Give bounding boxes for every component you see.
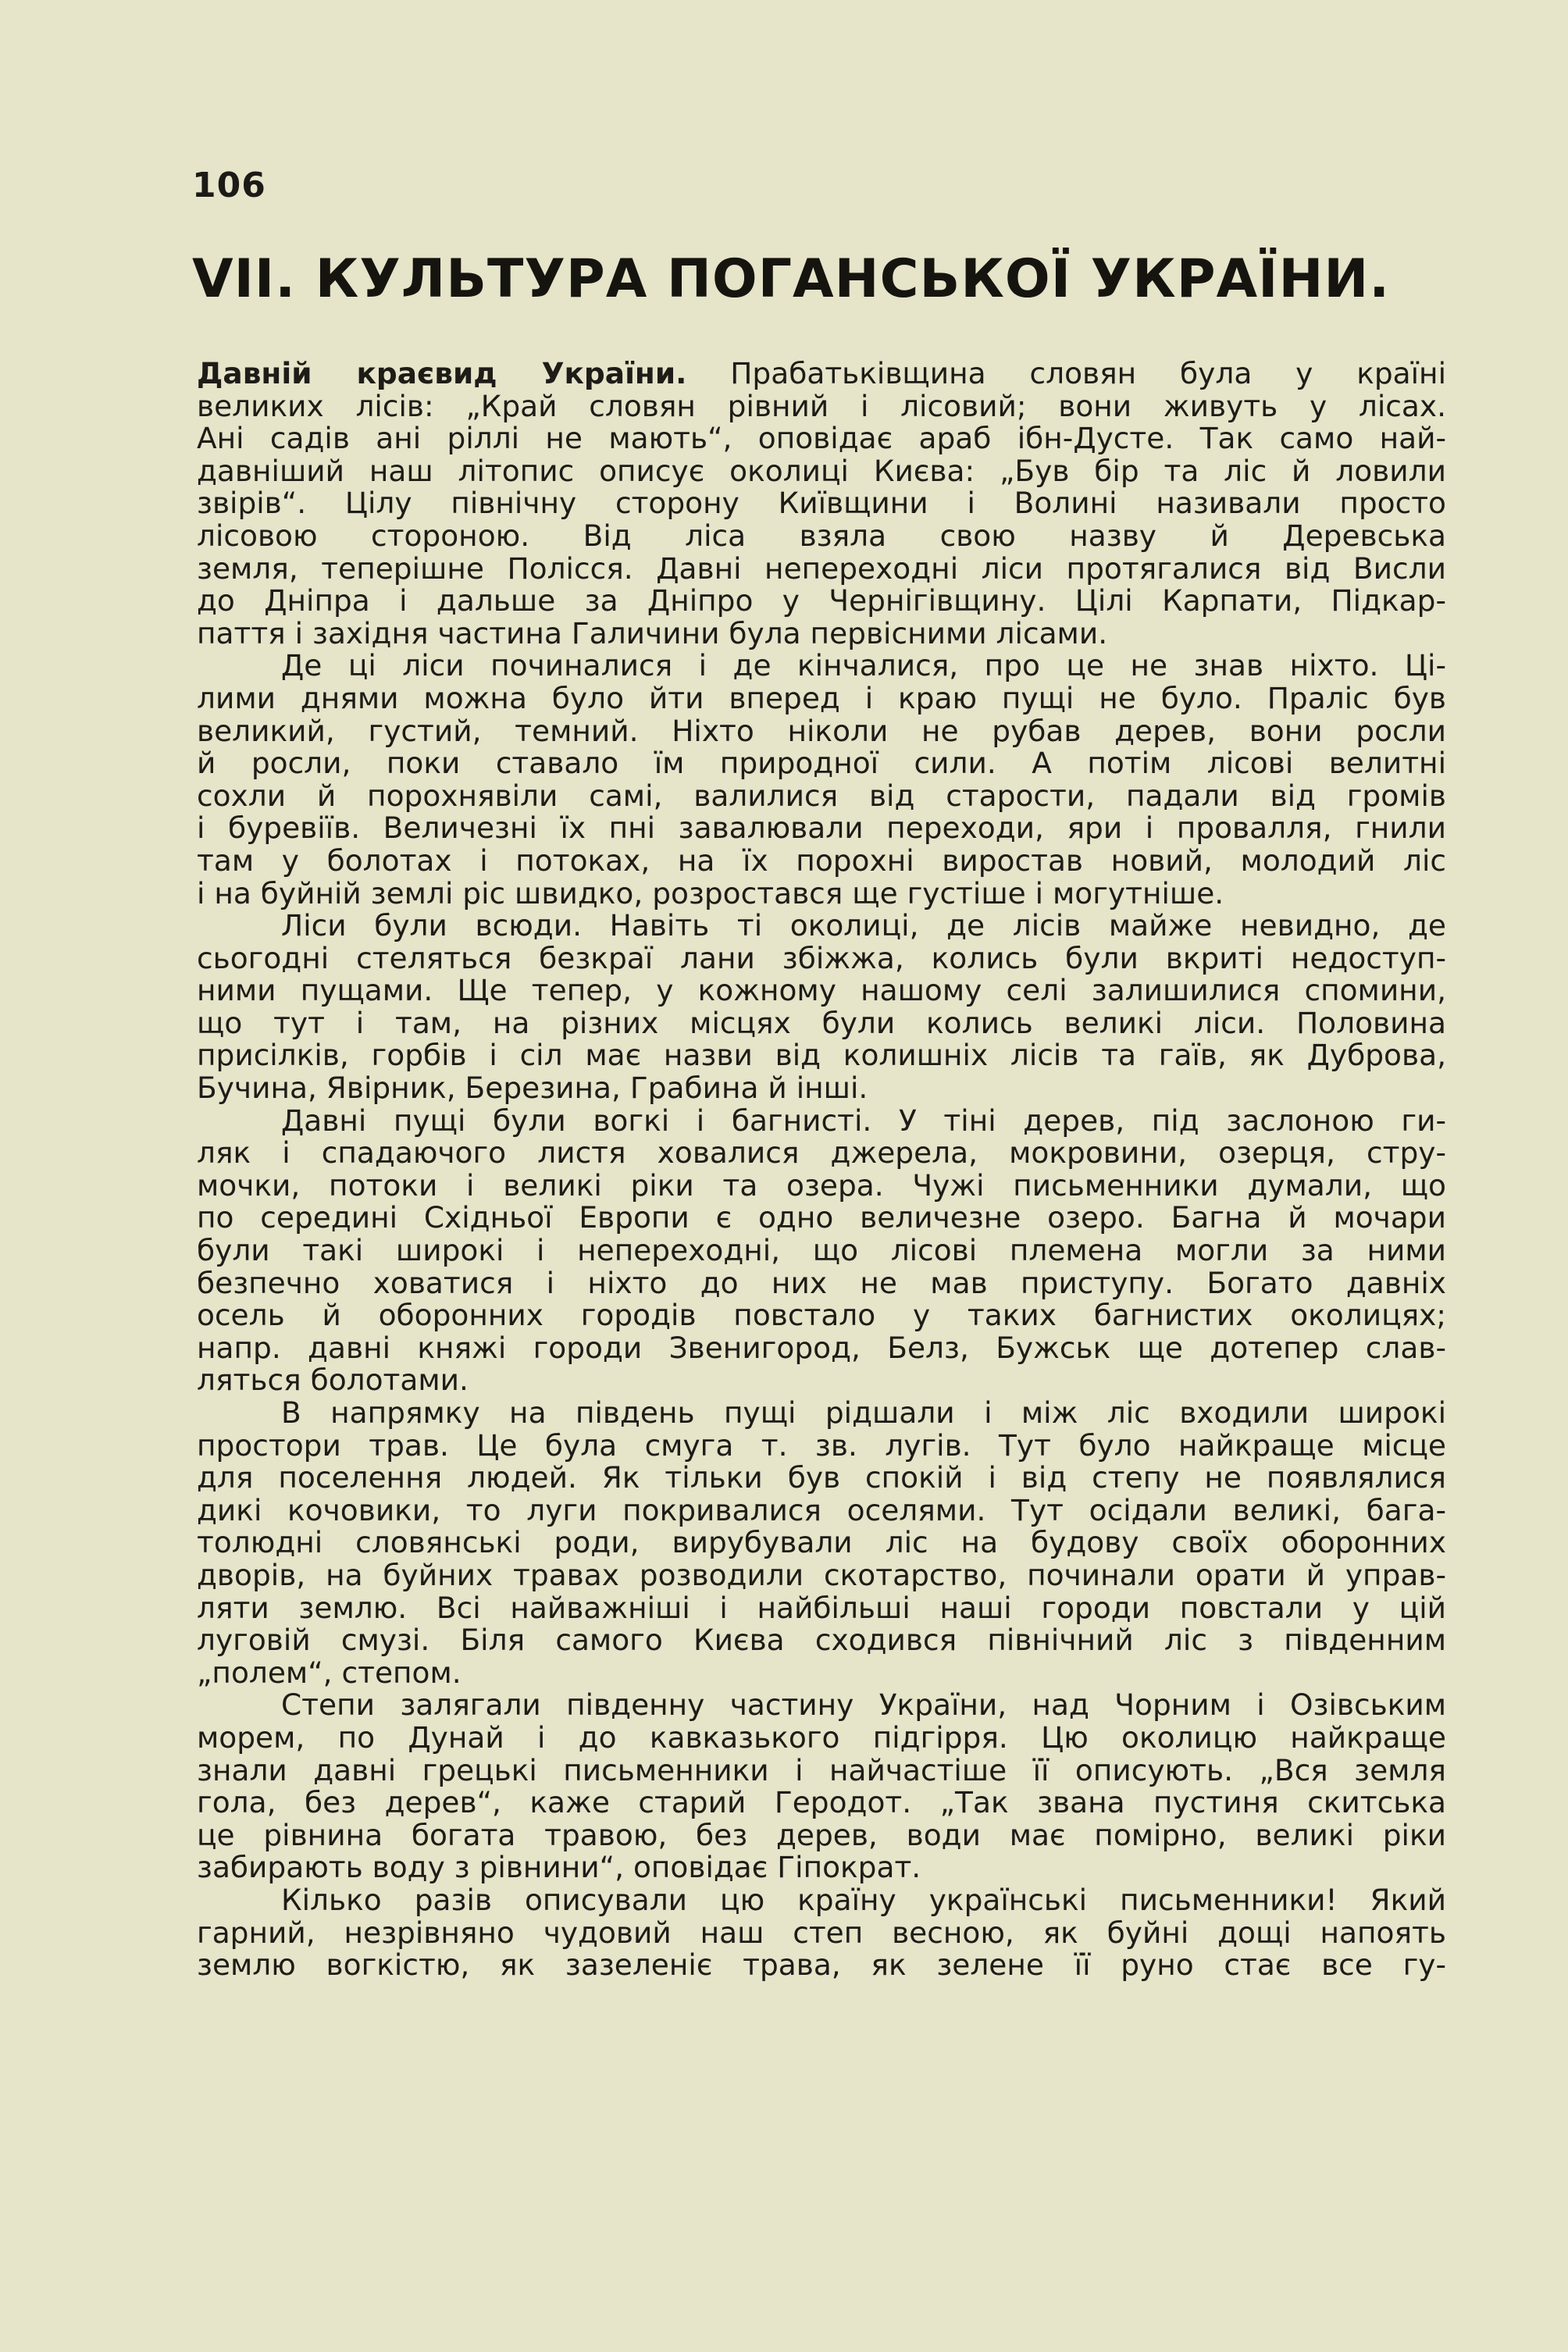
text-line: паття і західня частина Галичини була первісними лісами. — [197, 617, 1108, 650]
text-line: простори трав. Це була смуга т. зв. лугів. Тут було найкраще місце — [197, 1429, 1446, 1463]
text-line: були такі широкі і непереходні, що лісові племена могли за ними — [197, 1235, 1446, 1267]
text-line: присілків, горбів і сіл має назви від колишніх лісів та гаїв, як Дуброва, — [197, 1039, 1446, 1073]
text-line: по середині Східньої Европи є одно величезне озеро. Багна й мочари — [197, 1202, 1446, 1235]
text-line: до Дніпра і дальше за Дніпро у Чернігівщину. Цілі Карпати, Підкар- — [197, 585, 1446, 618]
text-line: й росли, поки ставало їм природної сили. А потім лісові велитні — [197, 747, 1446, 780]
first-line-rest: Прабатьківщина словян була у країні — [730, 358, 1446, 390]
text-line: осель й оборонних городів повстало у таких багнистих околицях; — [197, 1299, 1446, 1332]
text-line: лими днями можна було йти вперед і краю пущі не було. Праліс був — [197, 682, 1446, 715]
text-line: це рівнина богата травою, без дерев, води має помірно, великі ріки — [197, 1819, 1446, 1852]
text-line: гарний, незрівняно чудовий наш степ весною, як буйні дощі напоять — [197, 1916, 1446, 1950]
text-line: сьогодні стеляться безкраї лани збіжжа, колись були вкриті недоступ- — [197, 942, 1446, 975]
text-line: дикі кочовики, то луги покривалися оселями. Тут осідали великі, бага- — [197, 1494, 1446, 1527]
text-line: гола, без дерев“, каже старий Геродот. „Так звана пустиня скитська — [197, 1787, 1446, 1819]
text-line: знали давні грецькі письменники і найчастіше її описують. „Вся земля — [197, 1754, 1446, 1787]
text-line: напр. давні княжі городи Звенигород, Белз, Бужськ ще дотепер слав- — [197, 1331, 1446, 1365]
text-line: що тут і там, на різних місцях були колись великі ліси. Половина — [197, 1007, 1446, 1040]
text-line: там у болотах і потоках, на їх порохні виростав новий, молодий ліс — [197, 844, 1446, 878]
text-line: Степи залягали південну частину України, над Чорним і Озівським — [281, 1689, 1446, 1722]
text-line: В напрямку на південь пущі рідшали і між ліс входили широкі — [281, 1397, 1446, 1430]
text-line: і на буйній землі ріс швидко, розростався ще густіше і могутніше. — [197, 877, 1224, 911]
section-heading: Давній краєвид України. — [197, 358, 687, 390]
text-line: ляти землю. Всі найважніші і найбільші наші городи повстали у цій — [197, 1591, 1446, 1625]
text-line: мочки, потоки і великі ріки та озера. Чужі письменники думали, що — [197, 1169, 1446, 1203]
text-line: давніший наш літопис описує околиці Києва: „Був бір та ліс й ловили — [197, 454, 1446, 488]
text-line: землю вогкістю, як зазеленіє трава, як зелене її руно стає все гу- — [197, 1949, 1446, 1982]
text-line: Ані садів ані ріллі не мають“, оповідає араб ібн-Дусте. Так само най- — [197, 422, 1446, 455]
text-line: сохли й порохнявіли самі, валилися від старости, падали від громів — [197, 779, 1446, 813]
text-line: безпечно ховатися і ніхто до них не мав приступу. Богато давніх — [197, 1267, 1446, 1300]
text-line: морем, по Дунай і до кавказького підгірря. Цю околицю найкраще — [197, 1721, 1446, 1755]
text-line: лісовою стороною. Від ліса взяла свою назву й Деревська — [197, 519, 1446, 553]
text-line: луговій смузі. Біля самого Києва сходився північний ліс з південним — [197, 1624, 1446, 1657]
text-line: толюдні словянські роди, вирубували ліс на будову своїх оборонних — [197, 1527, 1446, 1559]
body-text — [197, 358, 1446, 1982]
text-line-first — [197, 358, 1446, 390]
page-number: 106 — [192, 166, 266, 205]
text-line: великий, густий, темний. Ніхто ніколи не рубав дерев, вони росли — [197, 715, 1446, 748]
text-line: Де ці ліси починалися і де кінчалися, про це не знав ніхто. Ці- — [281, 650, 1446, 682]
text-line: „полем“, степом. — [197, 1656, 461, 1690]
text-line: звірів“. Цілу північну сторону Київщини і Волині називали просто — [197, 487, 1446, 520]
text-line: дворів, на буйних травах розводили скотарство, починали орати й управ- — [197, 1559, 1446, 1592]
text-line: Бучина, Явірник, Березина, Грабина й інші. — [197, 1072, 868, 1105]
text-line: і буревіїв. Величезні їх пні завалювали переходи, яри і провалля, гнили — [197, 812, 1446, 845]
text-line: великих лісів: „Край словян рівний і лісовий; вони живуть у лісах. — [197, 390, 1446, 423]
text-line: ними пущами. Ще тепер, у кожному нашому селі залишилися спомини, — [197, 975, 1446, 1007]
text-line: Ліси були всюди. Навіть ті околиці, де лісів майже невидно, де — [281, 910, 1446, 943]
text-line: земля, теперішне Полісся. Давні непереходні ліси протягалися від Висли — [197, 552, 1446, 586]
text-line: для поселення людей. Як тільки був спокій і від степу не появлялися — [197, 1462, 1446, 1495]
text-line: ляться болотами. — [197, 1364, 469, 1397]
text-line: ляк і спадаючого листя ховалися джерела, мокровини, озерця, стру- — [197, 1137, 1446, 1170]
text-line: Давні пущі були вогкі і багнисті. У тіні дерев, під заслоною ги- — [281, 1104, 1446, 1138]
chapter-title: VII. КУЛЬТУРА ПОГАНСЬКОЇ УКРАЇНИ. — [192, 248, 1391, 310]
text-line: Кілько разів описували цю країну українські письменники! Який — [281, 1883, 1446, 1917]
text-line: забирають воду з рівнини“, оповідає Гіпократ. — [197, 1851, 921, 1884]
